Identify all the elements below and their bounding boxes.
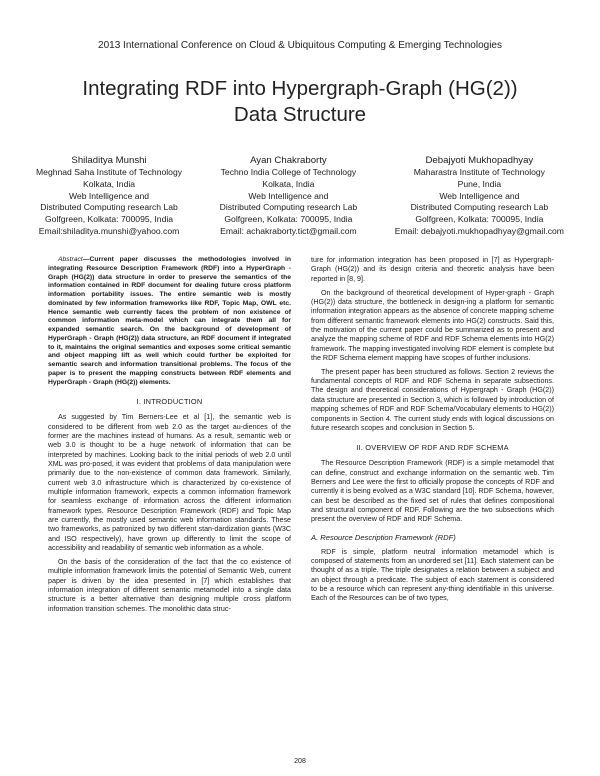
intro-paragraph-4: The present paper has been structured as follows. Section 2 reviews the fundamental concepts of RDF and RDF Schema in separate subsections. The design and theoretical considerations of Hypergraph - Graph (HG(2)) data structure are presented in Section 3, which is followed by introduction of mapping schemes of RDF and RDF Schema/Vocabulary elements to HG(2)) components in Section 4. The current study ends with logical discussions on future research scopes and conclusion in Section 5. xyxy=(311,367,554,432)
author-name: Debajyoti Mukhopadhyay xyxy=(425,155,534,166)
author-block xyxy=(36,154,564,238)
author-address: Golfgreen, Kolkata: 700095, India xyxy=(45,214,174,225)
abstract xyxy=(48,256,291,387)
rdf-paragraph-1: RDF is simple, platform neutral information metamodel which is composed of statements from an unordered set [11]. Each statement can be thought of as a triple. The triple designates a relation between a subject and an object through a predicate. The subject of each statement is considered to be a resource which can represent any-thing identifiable in this universe. Each of the Resources can be of two types, xyxy=(311,547,554,603)
left-column xyxy=(48,256,291,618)
author-address: Golfgreen, Kolkata: 700095, India xyxy=(224,214,353,225)
author-dept-line1: Web Intelligence and xyxy=(439,190,520,201)
author-name: Shiladitya Munshi xyxy=(71,155,147,166)
author-address: Golfgreen, Kolkata: 700095, India xyxy=(415,214,544,225)
paper-title xyxy=(40,76,560,128)
author-affiliation: Techno India College of Technology xyxy=(220,167,357,177)
page-number: 208 xyxy=(294,758,306,765)
subsection-heading-rdf: A. Resource Description Framework (RDF) xyxy=(311,532,456,542)
intro-paragraph-2: On the basis of the consideration of the fact that the co existence of multiple information framework limits the potential of Semantic Web, current paper is driven by the idea presented in [7] which establishes that information integration of different semantic metamodel into a single data structure is a better alternative than designing multiple cross platform information transition schemes. The monolithic data struc- xyxy=(48,557,291,613)
intro-paragraph-continued: ture for information integration has been proposed in [7] as Hypergraph-Graph (HG(2)) and its design criteria and theoretic analysis have been reported in [8, 9]. xyxy=(311,256,554,283)
abstract-lead: Abstract xyxy=(58,256,83,263)
author-city: Kolkata, India xyxy=(82,178,136,189)
section-heading-overview: II. OVERVIEW OF RDF AND RDF SCHEMA xyxy=(356,443,509,453)
right-column xyxy=(311,256,554,608)
section-heading-introduction: I. INTRODUCTION xyxy=(136,397,203,407)
author-email: Email: debajyoti.mukhopadhyay@gmail.com xyxy=(394,225,564,236)
overview-paragraph-1: The Resource Description Framework (RDF) is a simple metamodel that can define, construct and exchange information on the semantic web. Tim Berners and Lee were the first to officially propose the concepts of RDF and currently it is being evolved as a W3C standard [10]. RDF Schema, however, can best be described as the fixed set of rules that defines compositional and structural component of RDF. Following are the two subsections which present the overview of RDF and RDF Schema. xyxy=(311,459,554,524)
author-city: Pune, India xyxy=(457,178,502,189)
author-affiliation: Maharastra Institute of Technology xyxy=(413,167,545,177)
author-3 xyxy=(395,154,564,238)
author-dept-line2: Distributed Computing research Lab xyxy=(219,202,358,213)
author-affiliation: Meghnad Saha Institute of Technology xyxy=(36,167,183,177)
abstract-body: —Current paper discusses the methodologies involved in integrating Resource Description Framework (RDF) into a HyperGraph - Graph (HG(2)) data structure in order to preserve the semantics of the information contained in RDF document for dealing future cross platform information portability issues. The entire semantic web is mostly dominated by few information frameworks like RDF, Topic Map, OWL etc. Hence semantic web currently faces the problem of non existence of common information meta-model which can integrate them all for expanded semantic search. On the background of development of HyperGraph - Graph (HG(2)) data structure, an RDF document if integrated to it, maintains the original semantics and exposes some critical semantic and object mapping lift as well which could further be exploited for semantic search and information transitional problems. The focus of the paper is to present the mapping constructs between RDF elements and HyperGraph - Graph (HG(2)) elements. xyxy=(48,256,291,386)
author-email: Email: achakraborty.tict@gmail.com xyxy=(220,225,357,236)
author-1 xyxy=(36,154,182,238)
title-line-2: Data Structure xyxy=(233,103,367,126)
author-city: Kolkata, India xyxy=(262,178,315,189)
author-dept-line1: Web Intelligence and xyxy=(68,190,150,201)
author-dept-line2: Distributed Computing research Lab xyxy=(40,202,178,213)
intro-paragraph-3: On the background of theoretical development of Hyper-graph - Graph (HG(2)) data structure, the bottleneck in design-ing a platform for semantic information integration appears as the absence of concrete mapping scheme from different semantic framework elements into HG(2) constructs. Said this, the motivation of the current paper could be summarized as to present and analyze the mapping scheme of RDF and RDF Schema elements into HG(2) framework. The mapping investigated involving RDF element is complete but the RDF Schema element mapping have scopes of further inclusions. xyxy=(311,288,554,362)
author-name: Ayan Chakraborty xyxy=(250,155,327,166)
author-dept-line1: Web Intelligence and xyxy=(248,190,329,201)
author-email: Email:shiladitya.munshi@yahoo.com xyxy=(38,225,180,236)
intro-paragraph-1: As suggested by Tim Berners-Lee et al [1], the semantic web is considered to be different from web 2.0 as the target au-diences of the former are the machines instead of humans. As a result, semantic web or web 3.0 is thought to be a huge network of information that can be interpreted by machines. Looking back to the initial periods of web 2.0 until XML was pro-posed, it was evident that problems of data manipulation were primarily due to the non-existence of common data framework. Similarly, current web 3.0 infrastructure which is characterized by co-existence of multiple information framework, expects a common information framework for seamless exchange of information across the different information framework types. Resource Description Framework (RDF) and Topic Map are currently, the mostly used semantic web information standards. These two frameworks, as patronized by two different stan-dardization giants (W3C and ISO respectively), have grown up differently to limit the scope of accessibility and readability of semantic web information as a whole. xyxy=(48,413,291,553)
author-dept-line2: Distributed Computing research Lab xyxy=(410,202,549,213)
title-line-1: Integrating RDF into Hypergraph-Graph (HG(2)) xyxy=(82,77,518,100)
conference-header: 2013 International Conference on Cloud & Ubiquitous Computing & Emerging Technologies xyxy=(98,40,502,51)
author-2 xyxy=(220,154,358,238)
